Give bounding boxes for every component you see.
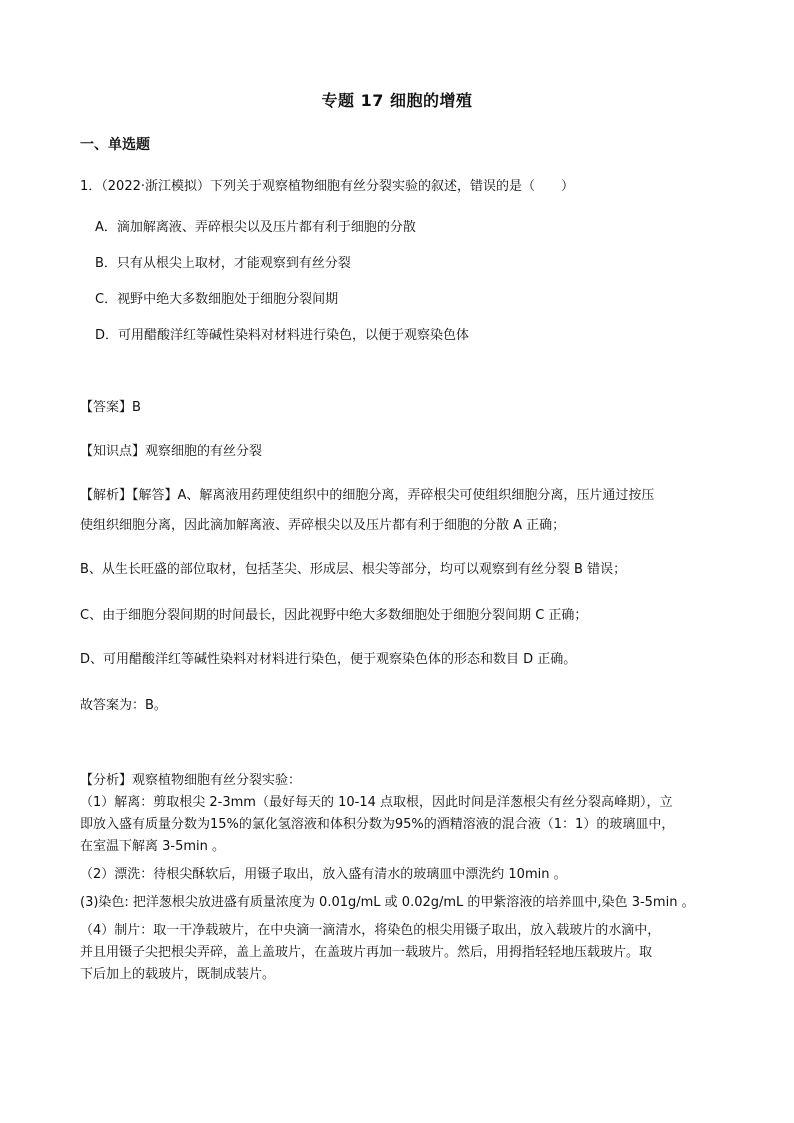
fenxi-line: 并且用镊子尖把根尖弄碎，盖上盖玻片，在盖玻片再加一载玻片。然后，用拇指轻轻地压载玻片。取 — [80, 945, 653, 960]
conclusion-text: 故答案为：B。 — [80, 698, 167, 713]
fenxi-line: (3)染色: 把洋葱根尖放进盛有质量浓度为 0.01g/mL 或 0.02g/mL 的甲紫溶液的培养皿中,染色 3-5min 。 — [80, 895, 695, 910]
question-options — [95, 218, 725, 362]
option-a: A．滴加解离液、弄碎根尖以及压片都有利于细胞的分散 — [95, 220, 416, 235]
fenxi-line: 【分析】观察植物细胞有丝分裂实验： — [80, 773, 302, 788]
option-b: B．只有从根尖上取材，才能观察到有丝分裂 — [95, 256, 351, 271]
analysis-paragraph — [80, 486, 720, 536]
section-heading: 一、单选题 — [80, 137, 150, 153]
question-stem: 1．（2022·浙江模拟）下列关于观察植物细胞有丝分裂实验的叙述，错误的是（ ） — [80, 179, 574, 194]
fenxi-line: （2）漂洗：待根尖酥软后，用镊子取出，放入盛有清水的玻璃皿中漂洗约 10min 。 — [80, 867, 567, 882]
option-c: C．视野中绝大多数细胞处于细胞分裂间期 — [95, 292, 339, 307]
analysis-c: C、由于细胞分裂间期的时间最长，因此视野中绝大多数细胞处于细胞分裂间期 C 正确； — [80, 608, 588, 623]
answer-text: 【答案】B — [80, 400, 141, 415]
fenxi-section — [80, 770, 720, 986]
fenxi-line: 即放入盛有质量分数为15%的氯化氢溶液和体积分数为95%的酒精溶液的混合液（1：1）的玻璃皿中， — [80, 817, 675, 832]
fenxi-line: 下后加上的载玻片，既制成装片。 — [80, 967, 276, 982]
fenxi-line: 在室温下解离 3-5min 。 — [80, 839, 226, 854]
fenxi-line: （1）解离：剪取根尖 2-3mm（最好每天的 10-14 点取根，因此时间是洋葱根尖有丝分裂高峰期），立 — [80, 795, 673, 810]
analysis-d: D、可用醋酸洋红等碱性染料对材料进行染色，便于观察染色体的形态和数目 D 正确。 — [80, 652, 577, 667]
document-title: 专题 17 细胞的增殖 — [321, 91, 473, 110]
knowledge-point: 【知识点】观察细胞的有丝分裂 — [80, 444, 263, 459]
fenxi-line: （4）制片：取一干净载玻片，在中央滴一滴清水，将染色的根尖用镊子取出，放入载玻片的水滴中， — [80, 923, 661, 938]
analysis-b: B、从生长旺盛的部位取材，包括茎尖、形成层、根尖等部分，均可以观察到有丝分裂 B 错误； — [80, 562, 627, 577]
analysis-line: 【解析】【解答】A、解离液用药理使组织中的细胞分离，弄碎根尖可使组织细胞分离，压片通过按压 — [80, 488, 655, 503]
analysis-line: 使组织细胞分离，因此滴加解离液、弄碎根尖以及压片都有利于细胞的分散 A 正确； — [80, 518, 566, 533]
option-d: D．可用醋酸洋红等碱性染料对材料进行染色，以便于观察染色体 — [95, 328, 470, 343]
